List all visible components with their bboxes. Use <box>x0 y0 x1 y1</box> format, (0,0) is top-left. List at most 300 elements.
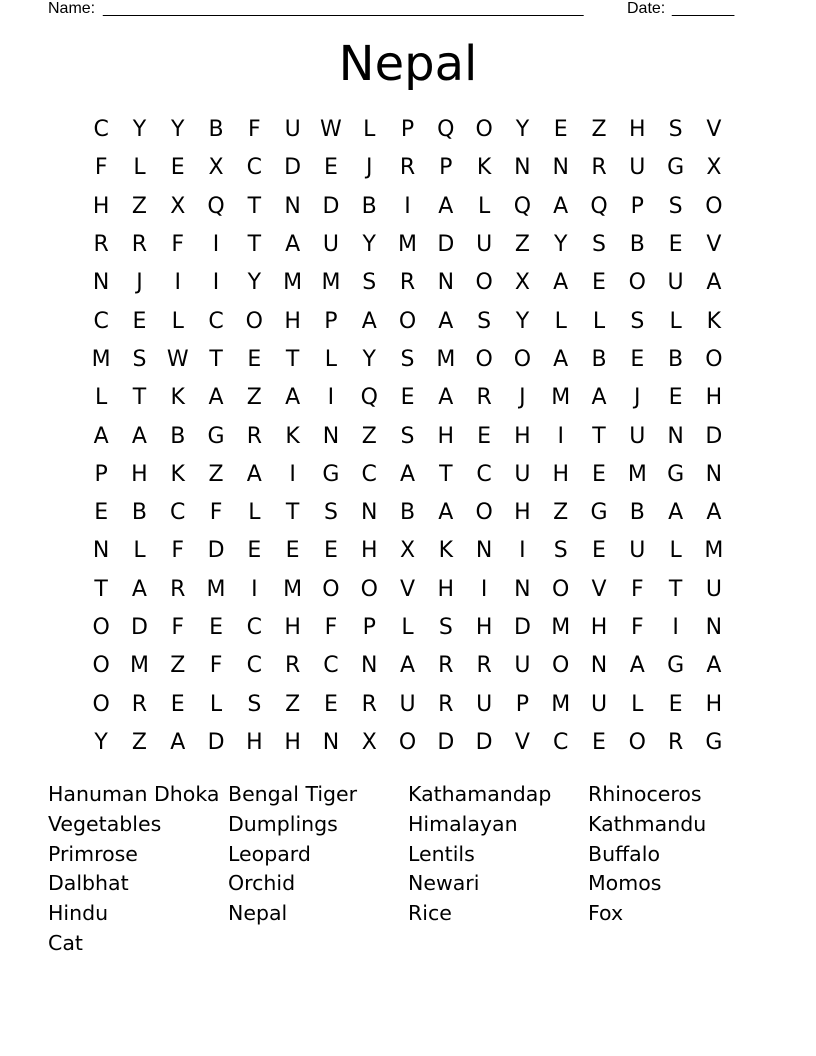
grid-letter: E <box>285 538 300 564</box>
grid-letter: H <box>475 615 493 640</box>
grid-letter: E <box>323 538 338 564</box>
letter-grid <box>82 111 733 762</box>
grid-row <box>82 379 733 417</box>
grid-letter: Z <box>361 423 377 449</box>
grid-letter: X <box>514 270 530 296</box>
grid-letter: V <box>399 576 416 602</box>
grid-letter: E <box>323 155 338 181</box>
grid-letter: B <box>668 346 684 372</box>
grid-letter: D <box>322 193 340 219</box>
grid-letter: A <box>131 423 147 449</box>
grid-letter: E <box>132 308 147 334</box>
grid-letter: Y <box>515 117 530 143</box>
page-title: Nepal <box>338 36 478 92</box>
grid-letter: N <box>322 423 340 449</box>
grid-letter: L <box>363 117 376 143</box>
grid-row <box>82 188 733 226</box>
grid-letter: N <box>514 155 531 181</box>
grid-letter: F <box>171 615 185 640</box>
grid-letter: D <box>207 729 225 755</box>
grid-row <box>82 417 733 455</box>
grid-letter: I <box>251 576 258 602</box>
grid-letter: L <box>95 385 108 411</box>
word-list-item: Vegetables <box>48 811 162 836</box>
grid-letter: O <box>245 308 263 334</box>
grid-letter: T <box>247 232 262 258</box>
grid-letter: M <box>91 346 111 372</box>
grid-row <box>82 264 733 302</box>
grid-letter: M <box>129 653 149 679</box>
grid-letter: V <box>514 729 530 755</box>
grid-letter: N <box>667 423 684 449</box>
grid-letter: S <box>630 308 645 334</box>
grid-letter: U <box>629 423 646 449</box>
grid-letter: I <box>174 270 181 296</box>
grid-letter: R <box>246 423 262 449</box>
grid-letter: H <box>360 538 378 564</box>
grid-letter: E <box>592 461 606 487</box>
grid-row <box>82 609 733 647</box>
grid-letter: A <box>553 270 569 296</box>
grid-letter: X <box>361 729 377 755</box>
grid-letter: Z <box>208 461 224 487</box>
grid-letter: N <box>590 653 608 679</box>
grid-letter: O <box>322 576 340 602</box>
grid-letter: Z <box>170 653 186 679</box>
grid-letter: S <box>668 193 683 219</box>
grid-letter: A <box>706 500 722 526</box>
grid-letter: B <box>361 193 377 219</box>
grid-letter: Z <box>131 729 147 755</box>
grid-letter: N <box>92 270 110 296</box>
grid-letter: W <box>166 346 189 372</box>
grid-letter: O <box>475 500 493 526</box>
grid-letter: A <box>399 461 416 487</box>
grid-letter: C <box>476 461 492 487</box>
grid-letter: P <box>94 461 108 487</box>
grid-letter: M <box>321 270 341 296</box>
grid-row <box>82 685 733 723</box>
grid-letter: O <box>628 270 646 296</box>
grid-letter: X <box>170 193 186 219</box>
grid-letter: O <box>92 615 110 640</box>
grid-letter: K <box>706 308 722 334</box>
grid-letter: V <box>706 232 722 258</box>
grid-letter: C <box>93 308 109 334</box>
grid-letter: A <box>553 193 569 219</box>
grid-letter: B <box>399 500 416 526</box>
grid-letter: Y <box>515 308 530 334</box>
grid-letter: Y <box>362 232 376 258</box>
grid-letter: T <box>247 193 262 219</box>
grid-letter: O <box>92 653 110 679</box>
grid-letter: L <box>248 500 261 526</box>
grid-letter: J <box>365 155 373 181</box>
grid-letter: L <box>554 308 567 334</box>
grid-letter: P <box>324 308 338 334</box>
grid-letter: S <box>592 232 606 258</box>
grid-letter: A <box>131 576 147 602</box>
grid-letter: M <box>283 576 303 602</box>
grid-letter: J <box>634 385 641 411</box>
grid-letter: L <box>669 538 682 564</box>
grid-letter: M <box>551 691 571 717</box>
grid-letter: T <box>285 346 300 372</box>
grid-letter: H <box>514 423 531 449</box>
grid-letter: U <box>476 232 493 258</box>
grid-letter: H <box>437 423 455 449</box>
word-list-item: Hanuman Dhoka <box>48 782 220 806</box>
word-list-item: Newari <box>408 871 480 896</box>
grid-letter: N <box>705 615 723 640</box>
grid-letter: X <box>399 538 416 564</box>
grid-letter: Z <box>553 500 569 526</box>
grid-letter: R <box>284 653 301 679</box>
grid-letter: Y <box>94 729 108 755</box>
word-list-item: Rice <box>408 901 452 926</box>
grid-letter: L <box>669 308 682 334</box>
grid-letter: H <box>284 308 301 334</box>
grid-letter: I <box>557 423 564 449</box>
grid-letter: T <box>209 346 223 372</box>
date-label: Date: <box>627 0 666 17</box>
grid-letter: N <box>360 653 378 679</box>
grid-letter: D <box>130 615 148 640</box>
grid-letter: I <box>289 461 296 487</box>
grid-letter: B <box>591 346 607 372</box>
grid-letter: E <box>668 385 683 411</box>
grid-letter: H <box>437 576 455 602</box>
grid-letter: L <box>171 308 184 334</box>
grid-letter: K <box>170 461 185 487</box>
grid-letter: S <box>400 346 415 372</box>
grid-letter: R <box>476 653 492 679</box>
grid-letter: X <box>208 155 224 181</box>
word-list-item: Bengal Tiger <box>228 782 358 806</box>
grid-letter: P <box>362 615 376 640</box>
grid-letter: O <box>628 729 646 755</box>
grid-letter: D <box>475 729 493 755</box>
grid-letter: A <box>438 500 454 526</box>
grid-letter: G <box>590 500 608 526</box>
grid-letter: H <box>284 615 301 640</box>
grid-letter: I <box>212 232 220 258</box>
grid-letter: E <box>170 691 185 717</box>
grid-letter: R <box>93 232 109 258</box>
grid-letter: A <box>285 232 301 258</box>
grid-letter: D <box>437 232 455 258</box>
grid-letter: G <box>322 461 340 487</box>
grid-letter: S <box>132 346 147 372</box>
word-list-item: Lentils <box>408 841 475 866</box>
grid-letter: D <box>437 729 455 755</box>
grid-letter: P <box>515 691 530 717</box>
grid-letter: K <box>285 423 300 449</box>
grid-letter: C <box>246 155 263 181</box>
grid-letter: Y <box>132 117 147 143</box>
grid-letter: P <box>439 155 453 181</box>
grid-letter: D <box>705 423 723 449</box>
grid-letter: E <box>592 270 606 296</box>
grid-letter: U <box>399 691 416 717</box>
grid-letter: H <box>514 500 531 526</box>
grid-letter: G <box>207 423 225 449</box>
grid-letter: E <box>209 615 223 640</box>
grid-letter: F <box>630 576 644 602</box>
grid-letter: A <box>629 653 645 679</box>
grid-letter: V <box>591 576 607 602</box>
grid-letter: Z <box>131 193 147 219</box>
grid-letter: Y <box>362 346 376 372</box>
grid-letter: L <box>631 691 644 717</box>
grid-letter: O <box>552 576 570 602</box>
grid-letter: F <box>171 232 185 258</box>
grid-letter: O <box>360 576 378 602</box>
grid-letter: L <box>209 691 223 717</box>
grid-letter: M <box>551 615 571 640</box>
grid-letter: N <box>284 193 301 219</box>
grid-letter: N <box>437 270 455 296</box>
grid-letter: J <box>136 270 143 296</box>
grid-letter: L <box>401 615 414 640</box>
grid-letter: I <box>327 385 335 411</box>
grid-letter: R <box>361 691 377 717</box>
grid-letter: A <box>438 308 454 334</box>
grid-letter: A <box>285 385 301 411</box>
grid-letter: U <box>705 576 722 602</box>
grid-letter: C <box>246 615 263 640</box>
grid-letter: U <box>514 653 531 679</box>
grid-letter: M <box>398 232 418 258</box>
grid-letter: O <box>398 308 417 334</box>
grid-letter: B <box>208 117 224 143</box>
grid-letter: I <box>404 193 411 219</box>
grid-letter: C <box>170 500 186 526</box>
word-list-item: Hindu <box>48 901 109 926</box>
grid-letter: C <box>93 117 109 143</box>
grid-letter: T <box>285 500 300 526</box>
grid-row <box>82 149 733 187</box>
grid-letter: M <box>436 346 456 372</box>
grid-letter: E <box>668 232 683 258</box>
word-list-item: Himalayan <box>408 811 518 836</box>
grid-letter: H <box>590 615 608 640</box>
grid-letter: T <box>94 576 108 602</box>
grid-letter: E <box>400 385 415 411</box>
grid-letter: Q <box>590 193 608 219</box>
grid-letter: A <box>93 423 109 449</box>
grid-letter: E <box>170 155 185 181</box>
name-label: Name: <box>48 0 96 17</box>
word-list-item: Nepal <box>228 901 288 926</box>
grid-letter: O <box>92 691 110 717</box>
grid-letter: R <box>131 691 148 717</box>
grid-letter: R <box>667 729 684 755</box>
grid-letter: C <box>208 308 224 334</box>
grid-letter: F <box>171 538 185 564</box>
grid-letter: Q <box>207 193 225 219</box>
grid-letter: S <box>438 615 453 640</box>
grid-letter: Y <box>171 117 185 143</box>
grid-letter: V <box>706 117 722 143</box>
grid-letter: A <box>706 653 722 679</box>
grid-letter: T <box>132 385 147 411</box>
grid-letter: H <box>131 461 148 487</box>
grid-row <box>82 111 733 149</box>
grid-letter: Q <box>437 117 455 143</box>
grid-letter: Y <box>247 270 262 296</box>
grid-letter: U <box>667 270 684 296</box>
name-blank-line: ______________________________________________________ <box>103 0 584 17</box>
grid-letter: R <box>399 270 416 296</box>
grid-letter: H <box>552 461 569 487</box>
grid-letter: B <box>170 423 186 449</box>
grid-letter: U <box>514 461 531 487</box>
grid-letter: J <box>519 385 526 411</box>
grid-letter: O <box>705 193 723 219</box>
word-list-item: Kathmandu <box>588 811 707 836</box>
grid-row <box>82 724 733 762</box>
grid-letter: S <box>477 308 492 334</box>
grid-letter: K <box>438 538 454 564</box>
grid-letter: A <box>438 385 454 411</box>
grid-letter: H <box>629 117 646 143</box>
grid-letter: S <box>323 500 338 526</box>
grid-letter: A <box>553 346 569 372</box>
grid-letter: H <box>705 691 723 717</box>
grid-letter: P <box>400 117 415 143</box>
grid-letter: B <box>131 500 147 526</box>
grid-letter: M <box>551 385 571 411</box>
grid-letter: L <box>477 193 491 219</box>
word-list-item: Primrose <box>48 841 138 866</box>
grid-letter: G <box>667 653 685 679</box>
word-list-item: Dumplings <box>228 811 338 836</box>
grid-letter: F <box>248 117 261 143</box>
grid-letter: U <box>629 155 646 181</box>
grid-letter: A <box>208 385 224 411</box>
grid-letter: O <box>552 653 570 679</box>
grid-letter: L <box>133 538 146 564</box>
grid-letter: E <box>477 423 492 449</box>
grid-letter: D <box>513 615 531 640</box>
grid-letter: Z <box>514 232 530 258</box>
grid-letter: N <box>552 155 569 181</box>
word-list-item: Dalbhat <box>48 871 129 896</box>
grid-letter: H <box>92 193 110 219</box>
grid-letter: E <box>553 117 568 143</box>
grid-letter: I <box>480 576 488 602</box>
word-list-item: Cat <box>48 930 83 955</box>
grid-letter: O <box>475 117 493 143</box>
word-list-item: Rhinoceros <box>588 782 702 806</box>
grid-letter: C <box>553 729 569 755</box>
grid-letter: G <box>705 729 723 755</box>
grid-letter: N <box>92 538 110 564</box>
grid-letter: F <box>630 615 644 640</box>
grid-letter: W <box>320 117 342 143</box>
grid-letter: O <box>475 346 493 372</box>
grid-letter: O <box>398 729 417 755</box>
grid-letter: G <box>667 461 685 487</box>
grid-letter: L <box>324 346 338 372</box>
grid-letter: F <box>209 653 223 679</box>
grid-letter: Z <box>591 117 607 143</box>
grid-letter: R <box>131 232 148 258</box>
grid-letter: M <box>283 270 303 296</box>
grid-letter: O <box>705 346 723 372</box>
grid-letter: S <box>400 423 415 449</box>
grid-letter: X <box>706 155 722 181</box>
grid-letter: C <box>246 653 263 679</box>
grid-letter: Y <box>553 232 568 258</box>
date-blank-line: _______ <box>672 0 735 17</box>
grid-letter: S <box>247 691 262 717</box>
grid-letter: E <box>94 500 109 526</box>
grid-letter: Z <box>246 385 262 411</box>
grid-letter: A <box>170 729 186 755</box>
word-list-item: Leopard <box>228 841 311 866</box>
grid-letter: H <box>284 729 301 755</box>
grid-letter: A <box>668 500 684 526</box>
grid-row <box>82 302 733 340</box>
grid-row <box>82 456 733 494</box>
grid-letter: E <box>247 346 262 372</box>
grid-row <box>82 494 733 532</box>
word-list-item: Fox <box>588 901 624 926</box>
grid-letter: E <box>592 538 606 564</box>
grid-letter: I <box>672 615 679 640</box>
grid-letter: B <box>629 500 645 526</box>
grid-letter: M <box>704 538 724 564</box>
grid-letter: L <box>592 308 606 334</box>
grid-letter: Q <box>513 193 532 219</box>
word-list-item: Buffalo <box>588 841 660 866</box>
word-list-item: Kathamandap <box>408 782 552 806</box>
grid-letter: R <box>476 385 492 411</box>
grid-letter: A <box>438 193 454 219</box>
grid-letter: F <box>94 155 108 181</box>
grid-letter: N <box>705 461 723 487</box>
grid-letter: K <box>476 155 492 181</box>
grid-letter: H <box>705 385 723 411</box>
grid-letter: S <box>553 538 568 564</box>
grid-letter: E <box>592 729 606 755</box>
grid-letter: M <box>206 576 226 602</box>
grid-letter: S <box>668 117 683 143</box>
grid-letter: F <box>324 615 338 640</box>
grid-letter: K <box>170 385 185 411</box>
grid-letter: M <box>627 461 647 487</box>
grid-letter: U <box>629 538 646 564</box>
grid-letter: L <box>133 155 146 181</box>
grid-letter: A <box>706 270 722 296</box>
grid-letter: A <box>361 308 377 334</box>
grid-letter: U <box>590 691 608 717</box>
grid-letter: T <box>668 576 683 602</box>
grid-letter: A <box>399 653 416 679</box>
grid-letter: U <box>284 117 301 143</box>
word-list-item: Momos <box>588 871 662 896</box>
grid-letter: U <box>322 232 339 258</box>
word-list-item: Orchid <box>228 871 296 896</box>
grid-letter: R <box>438 691 454 717</box>
grid-letter: R <box>438 653 454 679</box>
grid-row <box>82 341 733 379</box>
grid-letter: B <box>629 232 645 258</box>
grid-letter: Z <box>285 691 301 717</box>
grid-row <box>82 647 733 685</box>
